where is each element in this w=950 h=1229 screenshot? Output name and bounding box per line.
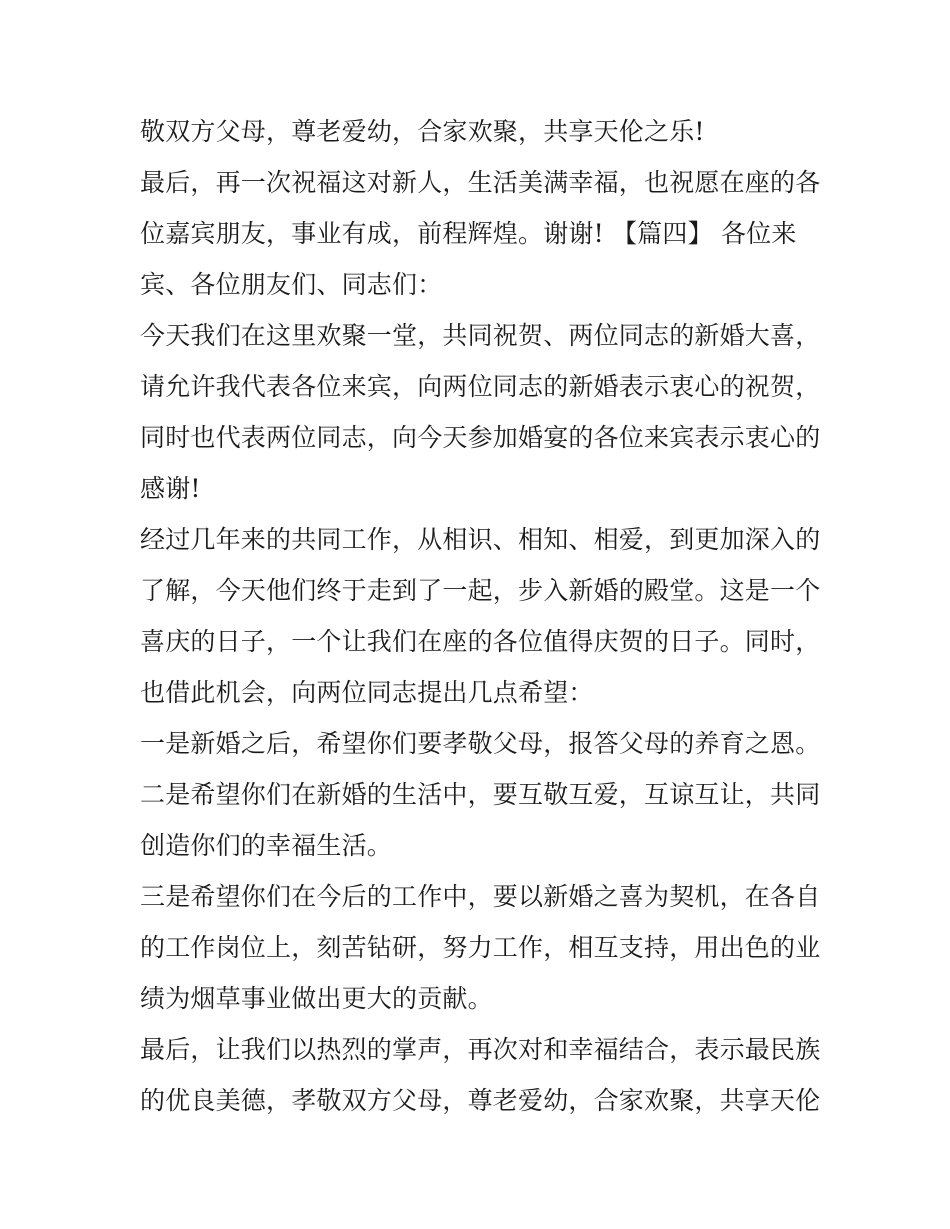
text-line: 也借此机会，向两位同志提出几点希望： (140, 678, 594, 707)
text-line: 感谢! (140, 474, 201, 503)
text-line: 创造你们的幸福生活。 (140, 831, 393, 860)
text-line: 经过几年来的共同工作，从相识、相知、相爱，到更加深入的 (140, 525, 821, 554)
text-line: 的优良美德，孝敬双方父母，尊老爱幼，合家欢聚，共享天伦 (140, 1086, 821, 1115)
text-line: 喜庆的日子，一个让我们在座的各位值得庆贺的日子。同时， (140, 627, 821, 656)
text-line: 同时也代表两位同志，向今天参加婚宴的各位来宾表示衷心的 (140, 423, 821, 452)
text-line: 一是新婚之后，希望你们要孝敬父母，报答父母的养育之恩。 (140, 729, 821, 758)
text-line: 二是希望你们在新婚的生活中，要互敬互爱，互谅互让，共同 (140, 780, 821, 809)
text-line: 的工作岗位上，刻苦钻研，努力工作，相互支持，用出色的业 (140, 933, 821, 962)
text-line: 位嘉宾朋友，事业有成，前程辉煌。谢谢! 【篇四】 各位来 (140, 219, 797, 248)
text-line: 请允许我代表各位来宾，向两位同志的新婚表示衷心的祝贺， (140, 372, 821, 401)
text-line: 今天我们在这里欢聚一堂，共同祝贺、两位同志的新婚大喜， (140, 321, 821, 350)
text-line: 了解，今天他们终于走到了一起，步入新婚的殿堂。这是一个 (140, 576, 821, 605)
document-body (140, 106, 820, 1126)
text-line: 三是希望你们在今后的工作中，要以新婚之喜为契机，在各自 (140, 882, 821, 911)
text-line: 最后，让我们以热烈的掌声，再次对和幸福结合，表示最民族 (140, 1035, 821, 1064)
text-line: 绩为烟草事业做出更大的贡献。 (140, 984, 493, 1013)
text-line: 宾、各位朋友们、同志们： (140, 270, 443, 299)
text-line: 最后，再一次祝福这对新人，生活美满幸福，也祝愿在座的各 (140, 168, 821, 197)
text-line: 敬双方父母，尊老爱幼，合家欢聚，共享天伦之乐! (140, 117, 705, 146)
